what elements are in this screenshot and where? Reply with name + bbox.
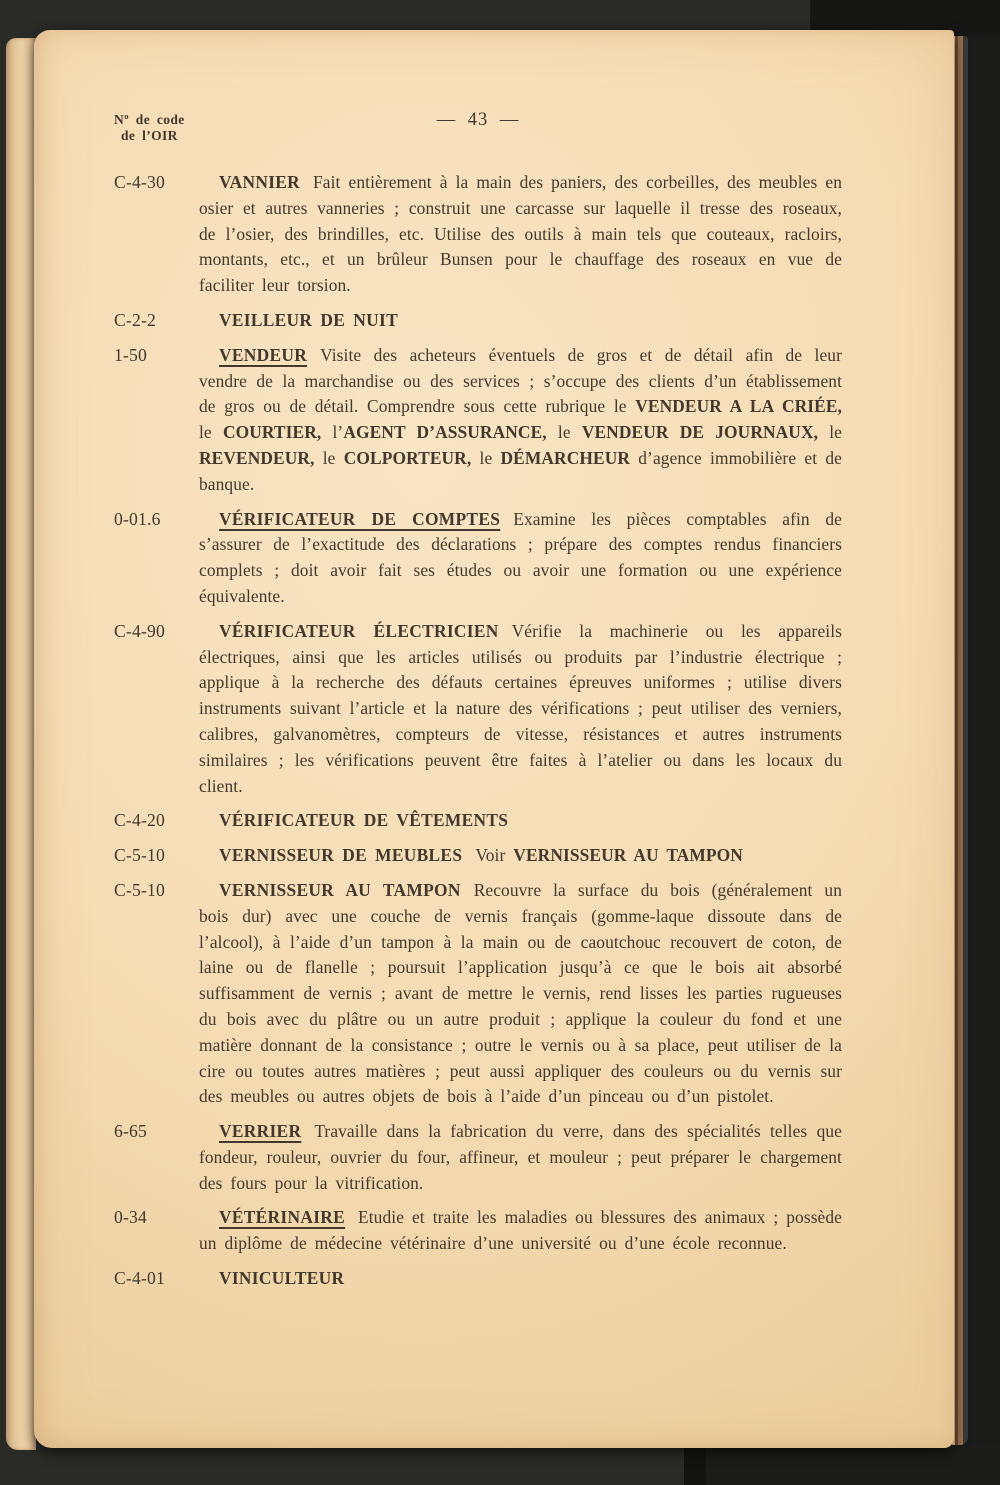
entry-term: VÉRIFICATEUR ÉLECTRICIEN (219, 620, 499, 641)
entry-paragraph (199, 808, 842, 834)
entry-body-bold: VENDEUR DE JOURNAUX, (581, 422, 819, 443)
entry-code: C-4-30 (114, 172, 166, 192)
entry-paragraph (199, 1266, 842, 1292)
entry-row (114, 878, 842, 1110)
entry-row (114, 619, 842, 800)
entry-term: VANNIER (219, 172, 301, 192)
entry-paragraph (199, 308, 842, 334)
entry-code: C-5-10 (114, 845, 166, 866)
entry-term: VEILLEUR DE NUIT (219, 309, 398, 330)
entry-body-text: Voir (475, 845, 514, 866)
entry-body-bold: COLPORTEUR, (343, 447, 472, 468)
page-number: — 43 — (436, 110, 520, 130)
entry-term: VERNISSEUR DE MEUBLES (219, 845, 463, 866)
entry-body-bold: AGENT D’ASSURANCE, (343, 422, 547, 443)
entry-body-text: le (818, 422, 842, 443)
entry-code: C-4-01 (114, 1268, 166, 1289)
entry-body-text: le (546, 422, 582, 443)
entry-body-text: Travaille dans la fabrication du verre, dans des spécialités telles que fondeur, rouleur, ouvrier du four, affineur, et mouleur ; peut préparer le chargement des fours pour la vitrification. (199, 1121, 842, 1193)
entry-term: VINICULTEUR (219, 1268, 345, 1289)
entry-paragraph (199, 1119, 842, 1196)
entry-row (114, 507, 842, 610)
entry-row (114, 843, 842, 869)
background-right-strip (966, 0, 1000, 1485)
entry-body-text: Examine les pièces comptables afin de s’assurer de l’exactitude des déclarations ; prépare des comptes rendus financiers complets ; doit avoir fait ses études ou avoir une formation ou une expérience équivalente. (199, 508, 842, 606)
entry-body-bold: VERNISSEUR AU TAMPON (513, 845, 743, 866)
entry-body-text: Etudie et traite les maladies ou blessures des animaux ; possède un diplôme de médecine vétérinaire d’une université ou d’une école reconnue. (199, 1207, 842, 1254)
page-edge-stack (952, 36, 968, 1445)
entry-term: VENDEUR (219, 344, 308, 365)
code-label-line2: de l’OIR (121, 128, 178, 143)
entry-paragraph (199, 878, 842, 1110)
entry-body-text: Fait entièrement à la main des paniers, des corbeilles, des meubles en osier et autres vanneries ; construit une carcasse sur laquelle il tresse des roseaux, de l’osier, des brindilles, etc. Utilise des outils à main tels que couteaux, racloirs, montants, etc., et un brûleur Bunsen pour le chauffage des roseaux en vue de faciliter leur torsion. (199, 172, 842, 296)
entry-row (114, 1266, 842, 1292)
entry-code: C-4-90 (114, 620, 166, 641)
entry-paragraph (199, 619, 842, 800)
background-notch (684, 1443, 706, 1485)
entry-paragraph (199, 1205, 842, 1257)
entry-code: C-4-20 (114, 810, 166, 831)
entry-code: 1-50 (114, 344, 148, 365)
book-spine-page-edge (6, 38, 36, 1450)
entry-body-bold: COURTIER, (222, 422, 322, 443)
code-label-line1: Nº de code (114, 112, 185, 127)
entry-row (114, 343, 842, 498)
entry-body-bold: VENDEUR A LA CRIÉE, (635, 396, 842, 417)
entry-row (114, 170, 842, 299)
entry-body-text: le (314, 447, 344, 468)
entry-paragraph (199, 843, 842, 869)
entry-term: VÉTÉRINAIRE (219, 1207, 346, 1228)
entry-body-text: le (471, 447, 501, 468)
entry-row (114, 808, 842, 834)
entry-row (114, 1205, 842, 1257)
entry-body-text: le (199, 422, 223, 443)
page-content (34, 30, 954, 1448)
entry-term: VÉRIFICATEUR DE VÊTEMENTS (219, 810, 509, 831)
entry-body-bold: DÉMARCHEUR (500, 447, 631, 468)
entry-body-text: Vérifie la machinerie ou les appareils électriques, ainsi que les articles utilisés ou produits par l’industrie électrique ; applique à la recherche des défauts certaines épreuves uniformes ; utilise divers instruments suivant l’article et la nature des vérifications ; peut utiliser des verniers, calibres, galvanomètres, compteurs de vitesse, résistances et autres instruments similaires ; les vérifications peuvent être faites à l’atelier ou dans les locaux du client. (199, 620, 842, 796)
entry-term: VÉRIFICATEUR DE COMPTES (219, 508, 501, 529)
entry-code: C-5-10 (114, 879, 166, 900)
entry-row (114, 308, 842, 334)
entry-code: C-2-2 (114, 309, 157, 330)
entry-body-text: Recouvre la surface du bois (généralement un bois dur) avec une couche de vernis français (gomme-laque dissoute dans de l’alcool), à l’aide d’un tampon à la main ou de caoutchouc recouvert de coton, de laine ou de flanelle ; poursuit l’application jusqu’à ce que le bois ait absorbé suffisamment de vernis ; avant de mettre le vernis, rend lisses les parties rugueuses du bois avec du plâtre ou un autre produit ; applique la couleur du fond et une matière donnant de la consistance ; outre le vernis ou à sa place, peut utiliser de la cire ou toutes autres matières ; peut aussi appliquer des couleurs ou du vernis sur des meubles ou autres objets de bois à l’aide d’un pinceau ou d’un pistolet. (199, 879, 842, 1107)
scanned-page (34, 30, 954, 1448)
entry-body-text: l’ (321, 422, 344, 443)
entry-code: 0-34 (114, 1207, 148, 1228)
entries (114, 170, 842, 1292)
entry-code: 0-01.6 (114, 508, 161, 529)
entry-code: 6-65 (114, 1121, 148, 1142)
entry-term: VERNISSEUR AU TAMPON (219, 879, 461, 900)
entry-paragraph (199, 507, 842, 610)
entry-paragraph (199, 343, 842, 498)
background-bottom-right (706, 1443, 1000, 1485)
page-header (114, 112, 842, 158)
entry-body-text: Visite des acheteurs éventuels de gros et de détail afin de leur vendre de la marchandise ou des services ; s’occupe des clients d’un établissement de gros ou de détail. Comprendre sous cette rubrique le (199, 344, 842, 417)
entry-row (114, 1119, 842, 1196)
entry-body-bold: REVENDEUR, (199, 447, 315, 468)
entry-body-text: d’agence immobilière et de banque. (199, 447, 842, 494)
entry-paragraph (199, 170, 842, 299)
entry-term: VERRIER (219, 1121, 302, 1142)
